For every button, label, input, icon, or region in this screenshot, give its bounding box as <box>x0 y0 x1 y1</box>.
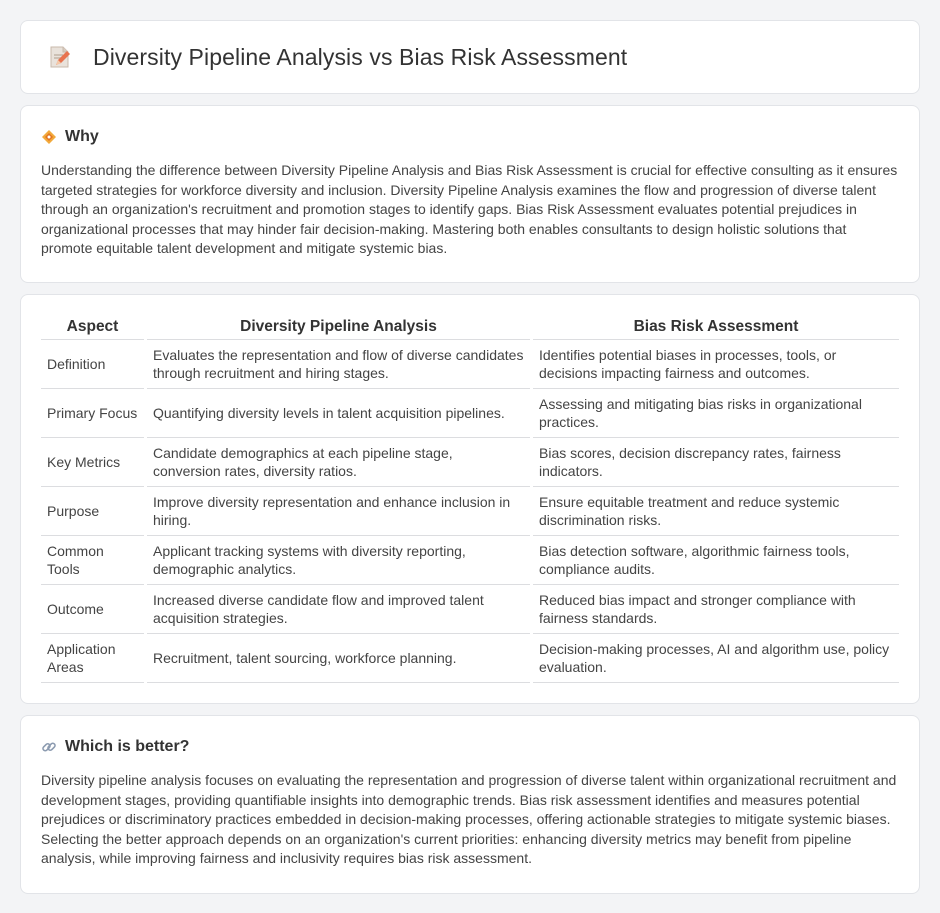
comparison-card <box>20 294 920 704</box>
diversity-cell: Increased diverse candidate flow and improved talent acquisition strategies. <box>147 585 530 634</box>
aspect-cell: Primary Focus <box>41 389 144 438</box>
header-card <box>20 20 920 94</box>
header-aspect: Aspect <box>41 315 144 340</box>
document-pencil-icon <box>47 44 73 70</box>
which-better-section <box>20 715 920 894</box>
bias-cell: Bias detection software, algorithmic fairness tools, compliance audits. <box>533 536 899 585</box>
table-row <box>41 634 899 683</box>
table-row <box>41 389 899 438</box>
diversity-cell: Evaluates the representation and flow of diverse candidates through recruitment and hiring stages. <box>147 340 530 389</box>
diversity-cell: Applicant tracking systems with diversity reporting, demographic analytics. <box>147 536 530 585</box>
link-icon <box>41 739 57 755</box>
table-row <box>41 340 899 389</box>
header-bias-risk: Bias Risk Assessment <box>533 315 899 340</box>
aspect-cell: Outcome <box>41 585 144 634</box>
table-row <box>41 487 899 536</box>
comparison-table <box>38 315 902 683</box>
bias-cell: Bias scores, decision discrepancy rates, fairness indicators. <box>533 438 899 487</box>
bias-cell: Reduced bias impact and stronger compliance with fairness standards. <box>533 585 899 634</box>
bias-cell: Decision-making processes, AI and algorithm use, policy evaluation. <box>533 634 899 683</box>
diversity-cell: Candidate demographics at each pipeline stage, conversion rates, diversity ratios. <box>147 438 530 487</box>
diversity-cell: Improve diversity representation and enhance inclusion in hiring. <box>147 487 530 536</box>
table-row <box>41 438 899 487</box>
diamond-sign-icon <box>41 129 57 145</box>
which-better-text: Diversity pipeline analysis focuses on evaluating the representation and progression of diverse talent within organizational recruitment and development stages, providing quantifiable insights into demographic trends. Bias risk assessment identifies and measures potential prejudices or discriminatory practices embedded in decision-making processes, offering actionable strategies to mitigate systemic biases. Selecting the better approach depends on an organization's current priorities: enhancing diversity metrics may benefit from pipeline analysis, while improving fairness and inclusivity requires bias risk assessment. <box>41 772 897 867</box>
why-title: Why <box>65 128 99 145</box>
diversity-cell: Quantifying diversity levels in talent acquisition pipelines. <box>147 389 530 438</box>
bias-cell: Assessing and mitigating bias risks in organizational practices. <box>533 389 899 438</box>
header-diversity-pipeline: Diversity Pipeline Analysis <box>147 315 530 340</box>
which-better-title: Which is better? <box>65 738 190 755</box>
bias-cell: Identifies potential biases in processes, tools, or decisions impacting fairness and outcomes. <box>533 340 899 389</box>
aspect-cell: Application Areas <box>41 634 144 683</box>
table-row <box>41 536 899 585</box>
aspect-cell: Purpose <box>41 487 144 536</box>
why-text: Understanding the difference between Diversity Pipeline Analysis and Bias Risk Assessment is crucial for effective consulting as it ensures targeted strategies for workforce diversity and inclusion. Diversity Pipeline Analysis examines the flow and progression of diverse talent through an organization's recruitment and promotion stages to identify gaps. Bias Risk Assessment evaluates potential prejudices in organizational processes that may hinder fair decision-making. Mastering both enables consultants to design holistic solutions that promote equitable talent development and mitigate systemic bias. <box>41 162 898 257</box>
aspect-cell: Key Metrics <box>41 438 144 487</box>
page-title: Diversity Pipeline Analysis vs Bias Risk Assessment <box>93 43 628 70</box>
bias-cell: Ensure equitable treatment and reduce systemic discrimination risks. <box>533 487 899 536</box>
diversity-cell: Recruitment, talent sourcing, workforce planning. <box>147 634 530 683</box>
aspect-cell: Definition <box>41 340 144 389</box>
aspect-cell: Common Tools <box>41 536 144 585</box>
why-section <box>20 105 920 283</box>
table-row <box>41 585 899 634</box>
